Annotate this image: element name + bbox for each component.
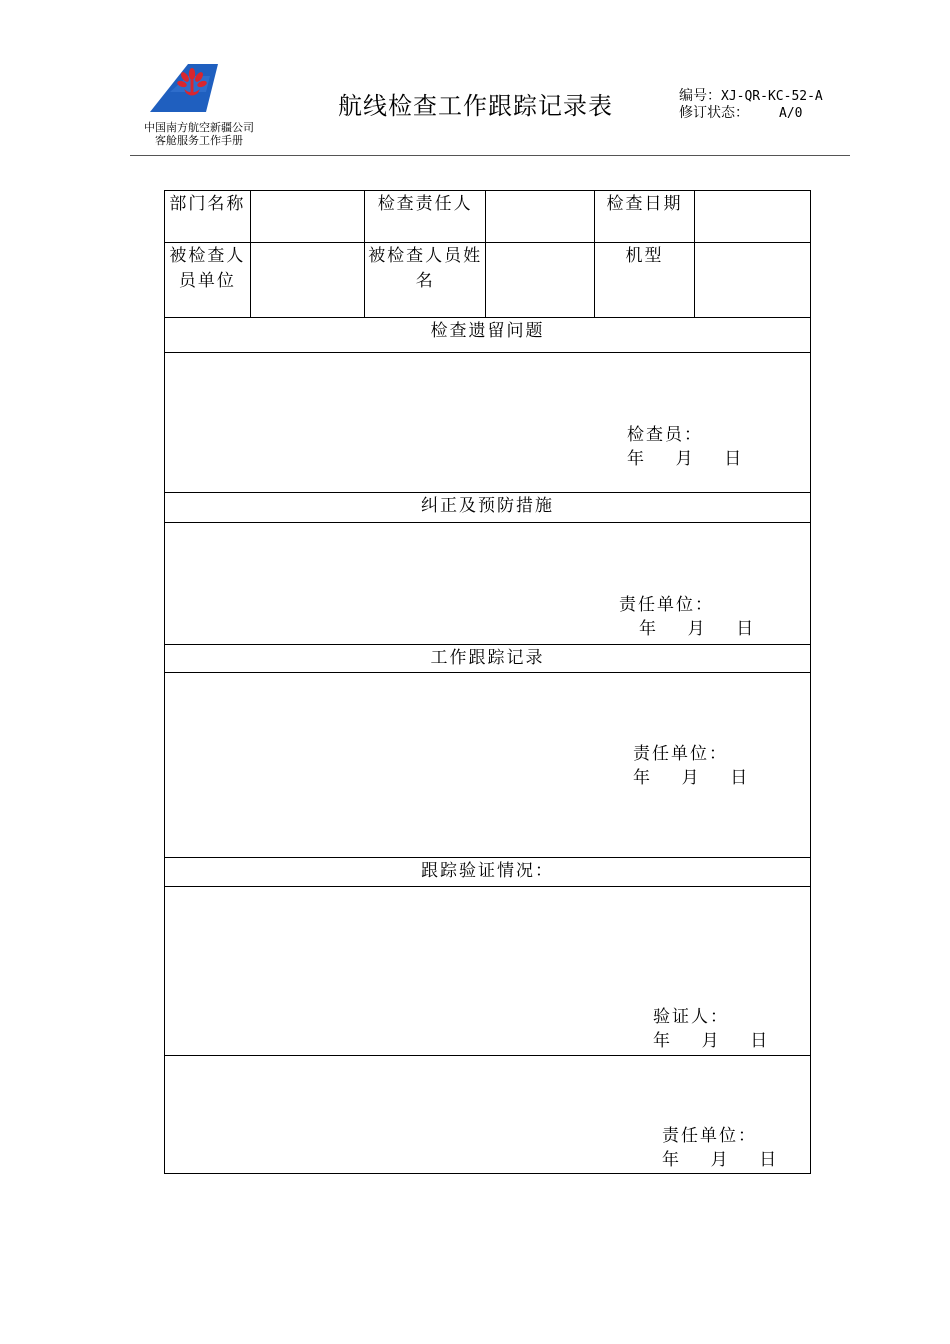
final-section-body[interactable]: [165, 1056, 810, 1173]
issues-signoff: [627, 423, 743, 471]
document-header: [0, 0, 950, 160]
unit-field[interactable]: [251, 243, 366, 317]
issues-section-body[interactable]: [165, 353, 810, 493]
document-meta: [679, 88, 823, 122]
tracking-section-body[interactable]: [165, 673, 810, 858]
name-field[interactable]: [486, 243, 595, 317]
tracking-signoff: [633, 742, 749, 790]
revision-label: 修订状态：: [679, 105, 749, 121]
aircraft-label: 机型: [595, 243, 696, 317]
revision-row: [679, 105, 823, 122]
unit-label: 被检查人员单位: [165, 243, 251, 317]
airline-logo-icon: [148, 62, 218, 114]
issues-signer-label: 检查员：: [627, 425, 703, 445]
verification-date-label: 年 月 日: [653, 1031, 770, 1051]
verification-section-title: 跟踪验证情况：: [165, 858, 810, 887]
dept-field[interactable]: [251, 191, 366, 242]
final-signoff: [662, 1124, 778, 1172]
final-signer-label: 责任单位：: [662, 1126, 757, 1146]
tracking-section-title: 工作跟踪记录: [165, 645, 810, 673]
corrective-signer-label: 责任单位：: [619, 595, 714, 615]
final-date-label: 年 月 日: [662, 1150, 779, 1170]
tracking-date-label: 年 月 日: [633, 768, 750, 788]
header-divider: [130, 155, 850, 156]
date-field[interactable]: [695, 191, 810, 242]
issues-date-label: 年 月 日: [627, 449, 744, 469]
corrective-section-title: 纠正及预防措施: [165, 493, 810, 523]
code-label: 编号：: [679, 88, 721, 104]
tracking-signer-label: 责任单位：: [633, 744, 728, 764]
verification-signer-label: 验证人：: [653, 1007, 729, 1027]
corrective-signoff: [619, 593, 755, 641]
code-row: [679, 88, 823, 105]
name-label: 被检查人员姓名: [365, 243, 486, 317]
corrective-section-body[interactable]: [165, 523, 810, 645]
form-row-2: [165, 243, 810, 318]
date-label: 检查日期: [595, 191, 696, 242]
inspector-label: 检查责任人: [365, 191, 486, 242]
issues-section-title: 检查遗留问题: [165, 318, 810, 353]
company-name: [137, 121, 261, 147]
corrective-date-label: 年 月 日: [639, 619, 756, 639]
inspector-field[interactable]: [486, 191, 595, 242]
verification-signoff: [653, 1005, 769, 1053]
company-line-2: 客舱服务工作手册: [155, 134, 243, 147]
code-value: XJ-QR-KC-52-A: [721, 89, 823, 104]
verification-section-body[interactable]: [165, 887, 810, 1056]
dept-label: 部门名称: [165, 191, 251, 242]
tracking-form: [164, 190, 811, 1174]
company-line-1: 中国南方航空新疆公司: [144, 121, 254, 134]
revision-value: A/0: [779, 106, 803, 121]
document-title: 航线检查工作跟踪记录表: [338, 92, 613, 120]
form-row-1: [165, 191, 810, 243]
aircraft-field[interactable]: [695, 243, 810, 317]
